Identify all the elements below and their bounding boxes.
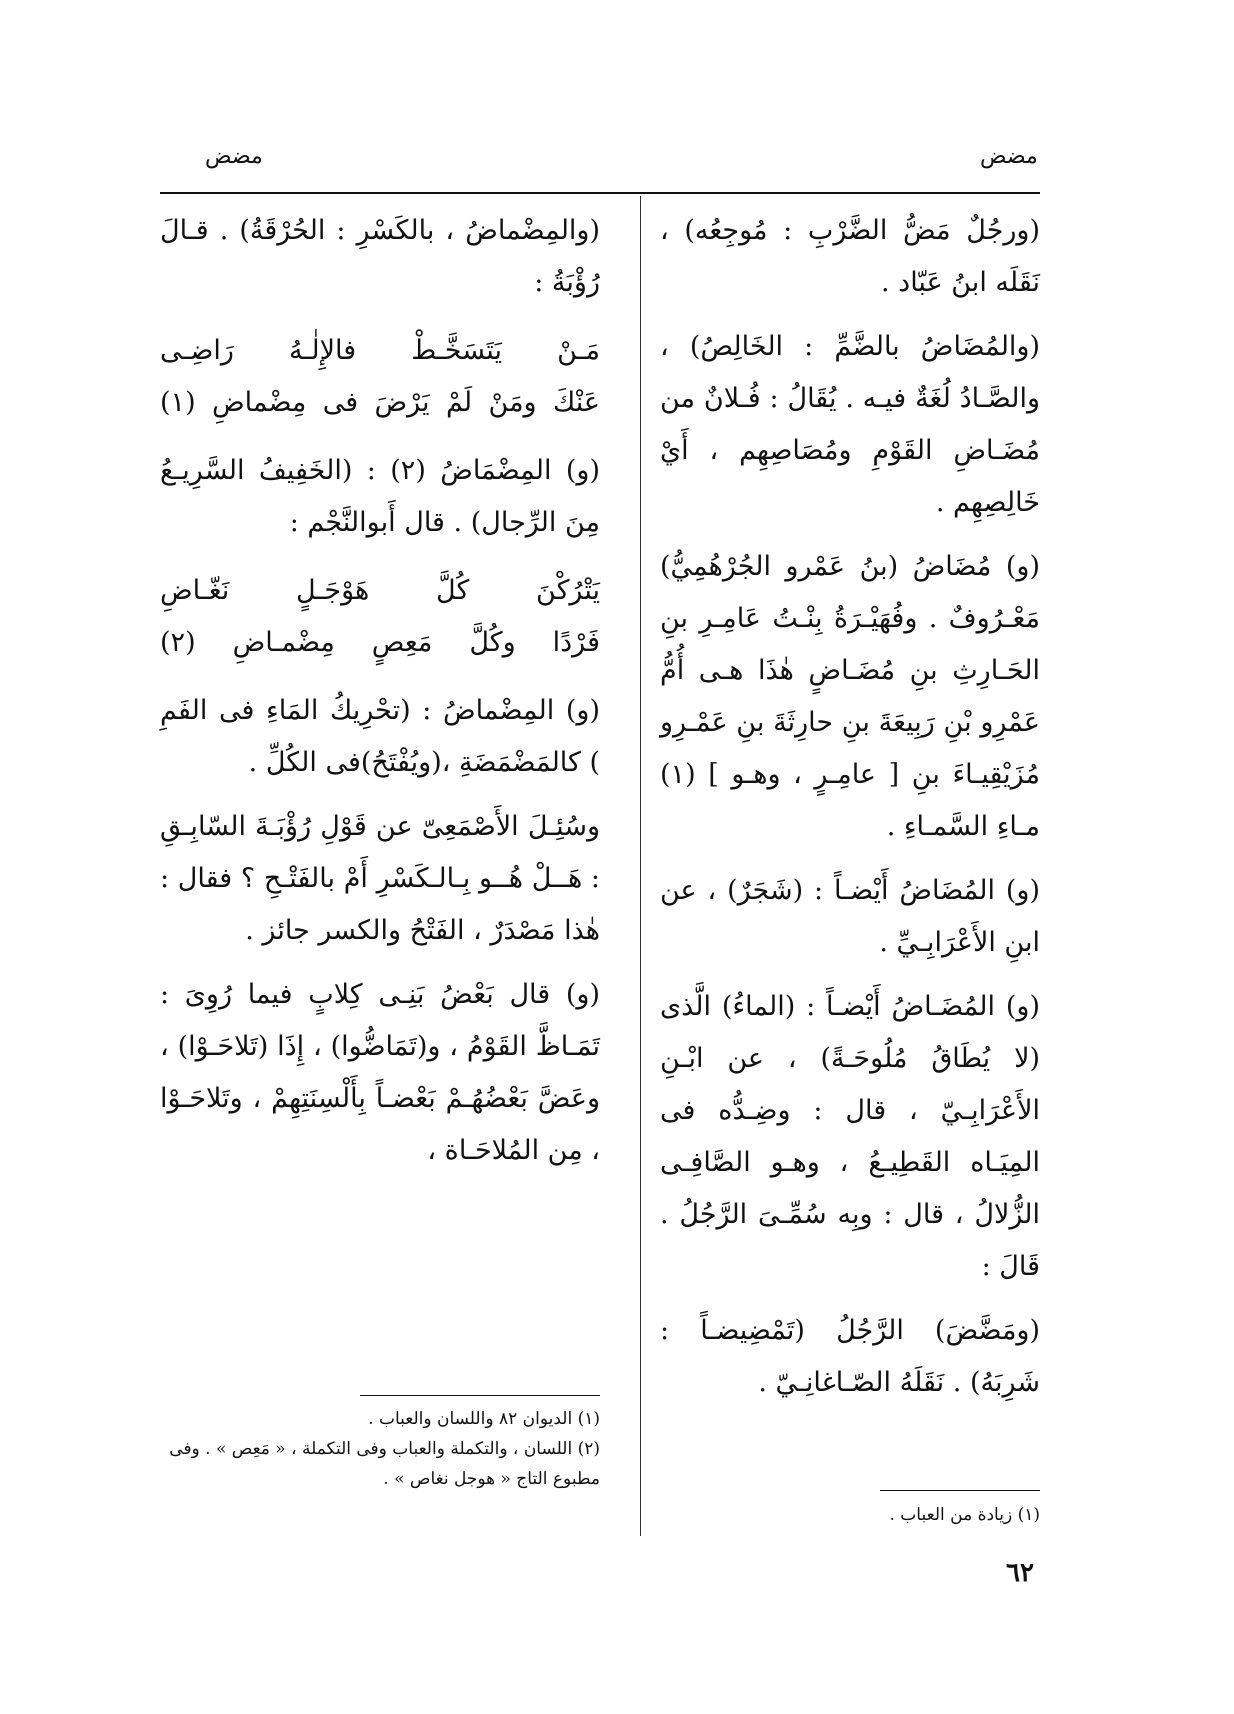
paragraph: (والمِضْماضُ ، بالكَسْرِ : الحُرْقَةُ) . قـالَ رُؤْبَةُ :: [160, 215, 600, 298]
footnotes-right: [660, 1500, 1040, 1530]
paragraph: (ورجُلٌ مَضُّ الضَّرْبِ : مُوجِعُه) ، نَقَلَه ابنُ عَبّاد .: [660, 215, 1040, 298]
verse-line: يَتْرُكْنَ كُلَّ هَوْجَـلٍ نَغّـاضِ: [160, 575, 600, 606]
verse: [160, 565, 600, 669]
paragraph: (و) المِضْماضُ : (تحْرِيكُ المَاءِ فى الفَمِ ) كالمَضْمَضَةِ ،(ويُفْتَحُ)فى الكُلِّ .: [160, 695, 600, 778]
header-right-word: مضض: [980, 144, 1038, 169]
paragraph: (والمُضَاضُ بالضَّمِّ : الخَالِصُ) ، والصَّـادُ لُغَةٌ فيـه . يُقَالُ : فُـلانٌ من مُضَـاضِ القَوْمِ ومُصَاصِهِم ، أَيْ خَالِصِهِم .: [660, 331, 1040, 518]
footnote: (١) زيادة من العباب .: [889, 1505, 1040, 1525]
page-number: ٦٢: [1006, 1558, 1034, 1588]
left-column: [160, 205, 600, 1189]
footnotes-left: [160, 1404, 600, 1494]
right-column: [660, 205, 1040, 1421]
paragraph: (و) قال بَعْضُ بَنِـى كِلابٍ فيما رُوِىَ : تَمَـاظَّ القَوْمُ ، و(تَمَاضُّوا) ، إِذَا (تَلاحَـوْا) ، وعَضَّ بَعْضُهُـمْ بَعْضـاً بِأَلْسِنَتِهِمْ ، وتَلاحَـوْا ، مِن المُلاحَـاة ،: [160, 979, 600, 1166]
paragraph: (و) المُضَاضُ أَيْضـاً : (شَجَرٌ) ، عن ابنِ الأَعْرَابِـيِّ .: [660, 875, 1040, 958]
verse-line: فَرْدًا وكُلَّ مَعِصٍ مِضْمـاضِ (٢): [160, 627, 600, 658]
header-rule: [160, 192, 1040, 194]
column-divider: [640, 196, 641, 1536]
header-left-word: مضض: [205, 144, 263, 169]
verse: [160, 325, 600, 429]
footnote: (١) الديوان ٨٢ واللسان والعباب .: [368, 1409, 600, 1429]
verse-line: عَنْكَ ومَنْ لَمْ يَرْضَ فى مِضْماضِ (١): [160, 387, 600, 418]
footnote-rule-right: [880, 1490, 1040, 1491]
paragraph: (و) المِضْمَاضُ (٢) : (الخَفِيفُ السَّرِيـعُ مِنَ الرِّجال) . قال أَبوالنَّجْم :: [160, 455, 600, 538]
paragraph: وسُئِـلَ الأَصْمَعِىّ عن قَوْلِ رُؤْبَـةَ السّابِـقِ : هَــلْ هُــو بِـالـكَسْرِ أَمْ بالفَتْـحِ ؟ فقال : هٰذا مَصْدَرٌ ، الفَتْحُ والكسر جائز .: [160, 811, 600, 946]
paragraph: (و) المُضَـاضُ أَيْضـاً : (الماءُ) الَّذى (لا يُطَاقُ مُلُوحَـةً) ، عن ابْـنِ الأَعْرَابِـيّ ، قال : وضِـدُّه فى المِيَـاه القَطِيـعُ ، وهـو الصَّافِـى الزُّلالُ ، قال : وبِه سُمِّـىَ الرَّجُلُ . قَالَ :: [660, 991, 1040, 1282]
paragraph: (ومَضَّضَ) الرَّجُلُ (تَمْضِيضـاً : شَرِبَهُ) . نَقَلَهُ الصّـاغانِـيّ .: [660, 1315, 1040, 1398]
paragraph: (و) مُضَاضُ (بنُ عَمْرو الجُرْهُمِيُّ) مَعْـرُوفٌ . وفُهَيْـرَةُ بِنْـتُ عَامِـرِ بنِ الحَـارِثِ بنِ مُضَـاضٍ هٰذَا هـى أُمُّ عَمْرِو بْنِ رَبِيعَةَ بنِ حارِثَةَ بنِ عَمْـرِو مُزَيْقِيـاءَ بنِ [ عامِـرٍ ، وهـو ] (١) مـاءِ السَّمـاءِ .: [660, 551, 1040, 842]
footnote: (٢) اللسان ، والتكملة والعباب وفى التكملة ، « مَعِص » . وفى مطبوع التاج « هوجل نغاص » .: [169, 1439, 600, 1489]
footnote-rule-left: [360, 1395, 600, 1396]
verse-line: مَـنْ يَتَسَخَّـطْ فالإِلٰـهُ رَاضِـى: [160, 335, 600, 366]
